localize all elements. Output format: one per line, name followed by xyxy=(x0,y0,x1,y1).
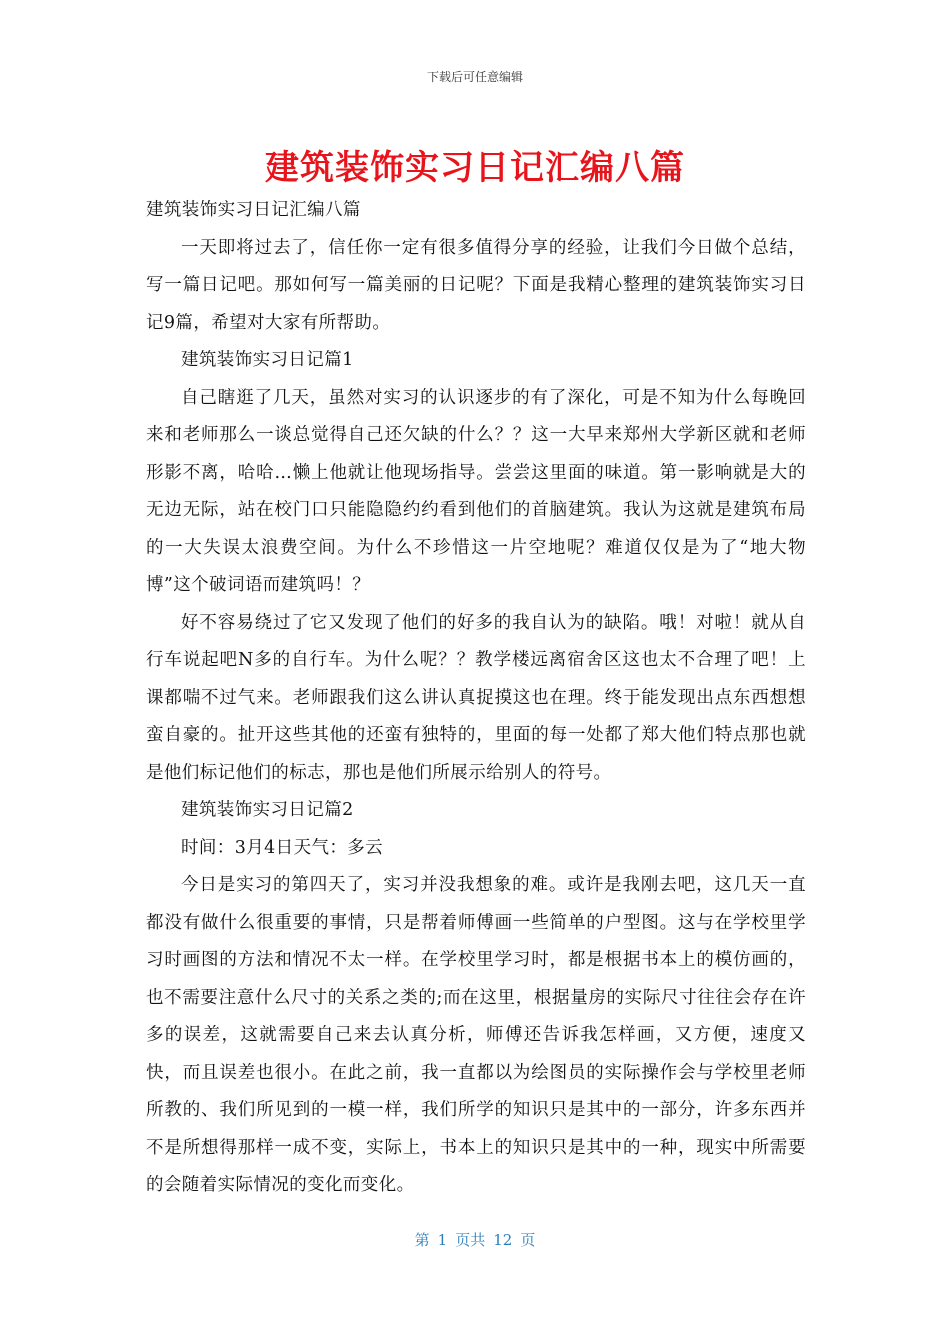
body-paragraph: 一天即将过去了，信任你一定有很多值得分享的经验，让我们今日做个总结，写一篇日记吧。那如何写一篇美丽的日记呢？下面是我精心整理的建筑装饰实习日记9篇，希望对大家有所帮助。 xyxy=(146,237,806,333)
total-pages: 12 xyxy=(493,1231,513,1249)
body-paragraph: 时间：3月4日天气：多云 xyxy=(181,837,384,858)
body-paragraph: 自己瞎逛了几天，虽然对实习的认识逐步的有了深化，可是不知为什么每晚回来和老师那么一谈总觉得自己还欠缺的什么？？这一大早来郑州大学新区就和老师形影不离，哈哈…懒上他就让他现场指导。尝尝这里面的味道。第一影响就是大的无边无际，站在校门口只能隐隐约约看到他们的首脑建筑。我认为这就是建筑布局的一大失误太浪费空间。为什么不珍惜这一片空地呢？难道仅仅是为了“地大物博”这个破词语而建筑吗！？ xyxy=(146,387,806,595)
page-number: 1 xyxy=(437,1231,448,1249)
body-paragraph: 今日是实习的第四天了，实习并没我想象的难。或许是我刚去吧，这几天一直都没有做什么很重要的事情，只是帮着师傅画一些简单的户型图。这与在学校里学习时画图的方法和情况不太一样。在学校里学习时，都是根据书本上的模仿画的，也不需要注意什么尺寸的关系之类的;而在这里，根据量房的实际尺寸往往会存在许多的误差，这就需要自己来去认真分析，师傅还告诉我怎样画，又方便，速度又快，而且误差也很小。在此之前，我一直都以为绘图员的实际操作会与学校里老师所教的、我们所见到的一模一样，我们所学的知识只是其中的一部分，许多东西并不是所想得那样一成不变，实际上，书本上的知识只是其中的一种，现实中所需要的会随着实际情况的变化而变化。 xyxy=(146,875,806,1195)
document-body xyxy=(146,192,806,1205)
section-heading: 建筑装饰实习日记篇2 xyxy=(181,800,354,820)
body-paragraph: 好不容易绕过了它又发现了他们的好多的我自认为的缺陷。哦！对啦！就从自行车说起吧N多的自行车。为什么呢？？教学楼远离宿舍区这也太不合理了吧！上课都喘不过气来。老师跟我们这么讲认真捉摸这也在理。终于能发现出点东西想想蛮自豪的。扯开这些其他的还蛮有独特的，里面的每一处都了郑大他们特点那也就是他们标记他们的标志，那也是他们所展示给别人的符号。 xyxy=(146,612,806,783)
document-title: 建筑装饰实习日记汇编八篇 xyxy=(265,148,685,188)
section-heading: 建筑装饰实习日记篇1 xyxy=(181,350,354,370)
body-paragraph: 建筑装饰实习日记汇编八篇 xyxy=(146,200,361,220)
page-prefix: 第 xyxy=(414,1231,430,1249)
page-suffix: 页 xyxy=(520,1231,536,1249)
header-note: 下载后可任意编辑 xyxy=(426,70,523,84)
page-footer xyxy=(0,1229,950,1250)
page-middle: 页共 xyxy=(455,1231,486,1249)
